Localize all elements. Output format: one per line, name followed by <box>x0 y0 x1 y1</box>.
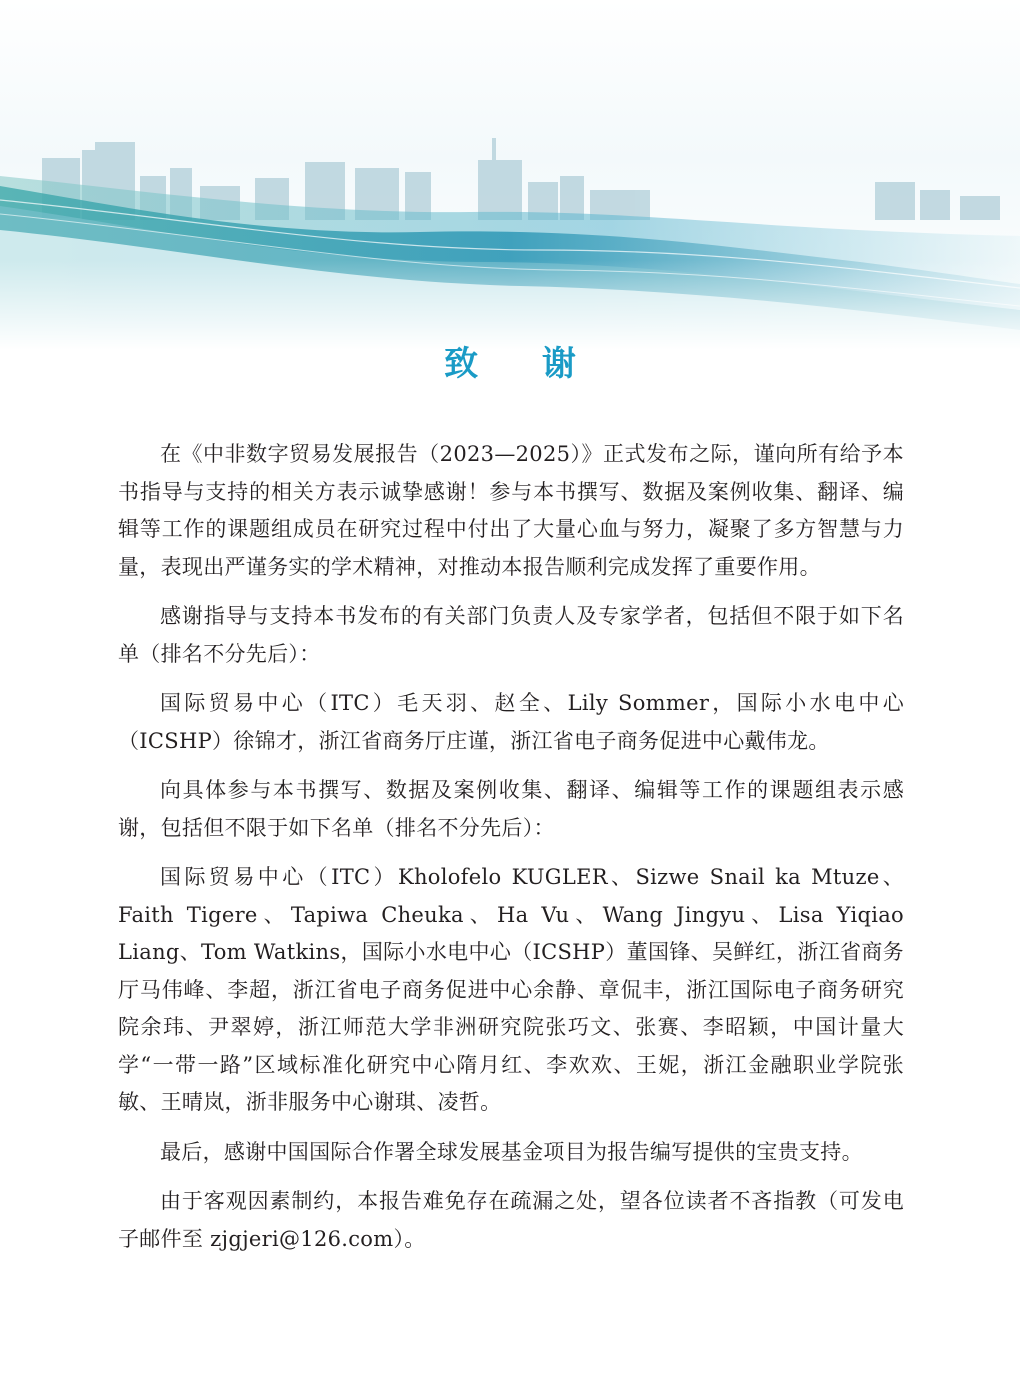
page-title: 致 谢 <box>444 344 602 384</box>
paragraph-intro: 在《中非数字贸易发展报告（2023—2025）》正式发布之际，谨向所有给予本书指导与支持的相关方表示诚挚感谢！参与本书撰写、数据及案例收集、翻译、编辑等工作的课题组成员在研究过程中付出了大量心血与努力，凝聚了多方智慧与力量，表现出严谨务实的学术精神，对推动本报告顺利完成发挥了重要作用。 <box>118 442 904 579</box>
paragraph-funding-thanks: 最后，感谢中国国际合作署全球发展基金项目为报告编写提供的宝贵支持。 <box>160 1139 863 1164</box>
paragraph-guidance-names: 国际贸易中心（ITC）毛天羽、赵全、Lily Sommer，国际小水电中心（ICSHP）徐锦才，浙江省商务厅庄谨，浙江省电子商务促进中心戴伟龙。 <box>118 691 904 753</box>
paragraph-team-names: 国际贸易中心（ITC）Kholofelo KUGLER、Sizwe Snail ka Mtuze、Faith Tigere、Tapiwa Cheuka、Ha Vu、Wang Jingyu、Lisa Yiqiao Liang、Tom Watkins，国际小水电中心（ICSHP）董国锋、吴鲜红，浙江省商务厅马伟峰、李超，浙江省电子商务促进中心余静、章侃丰，浙江国际电子商务研究院余玮、尹翠婷，浙江师范大学非洲研究院张巧文、张赛、李昭颖，中国计量大学“一带一路”区域标准化研究中心隋月红、李欢欢、王妮，浙江金融职业学院张敏、王晴岚，浙非服务中心谢琪、凌哲。 <box>118 865 904 1114</box>
header-banner-illustration <box>0 0 1020 350</box>
paragraph-team-thanks: 向具体参与本书撰写、数据及案例收集、翻译、编辑等工作的课题组表示感谢，包括但不限于如下名单（排名不分先后）： <box>118 778 904 840</box>
acknowledgements-body <box>118 436 904 1270</box>
paragraph-feedback-contact: 由于客观因素制约，本报告难免存在疏漏之处，望各位读者不吝指教（可发电子邮件至 zjgjeri@126.com）。 <box>118 1189 904 1251</box>
paragraph-guidance-thanks: 感谢指导与支持本书发布的有关部门负责人及专家学者，包括但不限于如下名单（排名不分先后）： <box>118 604 904 666</box>
